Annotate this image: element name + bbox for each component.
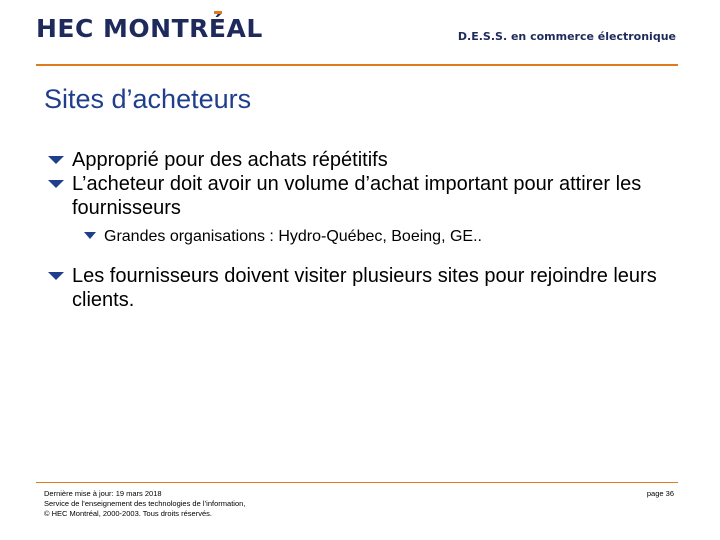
- bullet-item: [48, 264, 688, 312]
- header-divider: [36, 64, 678, 66]
- bullet-item: [48, 172, 688, 220]
- bullet-text: Approprié pour des achats répétitifs: [72, 149, 388, 171]
- bullet-item: [48, 148, 688, 172]
- footer-service: Service de l’enseignement des technologies de l’information,: [44, 499, 246, 508]
- footer-divider: [36, 482, 678, 483]
- bullet-triangle-icon: [48, 272, 64, 280]
- sub-bullet-text: Grandes organisations : Hydro-Québec, Boeing, GE..: [104, 228, 482, 245]
- hec-montreal-logo: HEC MONTRÉAL: [36, 14, 263, 43]
- sub-bullet-item: [48, 226, 688, 248]
- bullet-triangle-icon: [48, 156, 64, 164]
- program-name: D.E.S.S. en commerce électronique: [457, 30, 676, 43]
- footer-copyright: © HEC Montréal, 2000-2003. Tous droits réservés.: [44, 509, 212, 518]
- page-number: page 36: [646, 489, 674, 498]
- bullet-list: [48, 148, 688, 312]
- footer-update-date: Dernière mise à jour: 19 mars 2018: [44, 489, 162, 498]
- bullet-triangle-icon: [48, 180, 64, 188]
- slide-title: Sites d’acheteurs: [44, 84, 252, 114]
- sub-bullet-triangle-icon: [84, 232, 96, 239]
- footer-info: [44, 489, 245, 519]
- bullet-text: Les fournisseurs doivent visiter plusieurs sites pour rejoindre leurs clients.: [72, 265, 657, 311]
- bullet-text: L’acheteur doit avoir un volume d’achat important pour attirer les fournisseurs: [72, 173, 642, 219]
